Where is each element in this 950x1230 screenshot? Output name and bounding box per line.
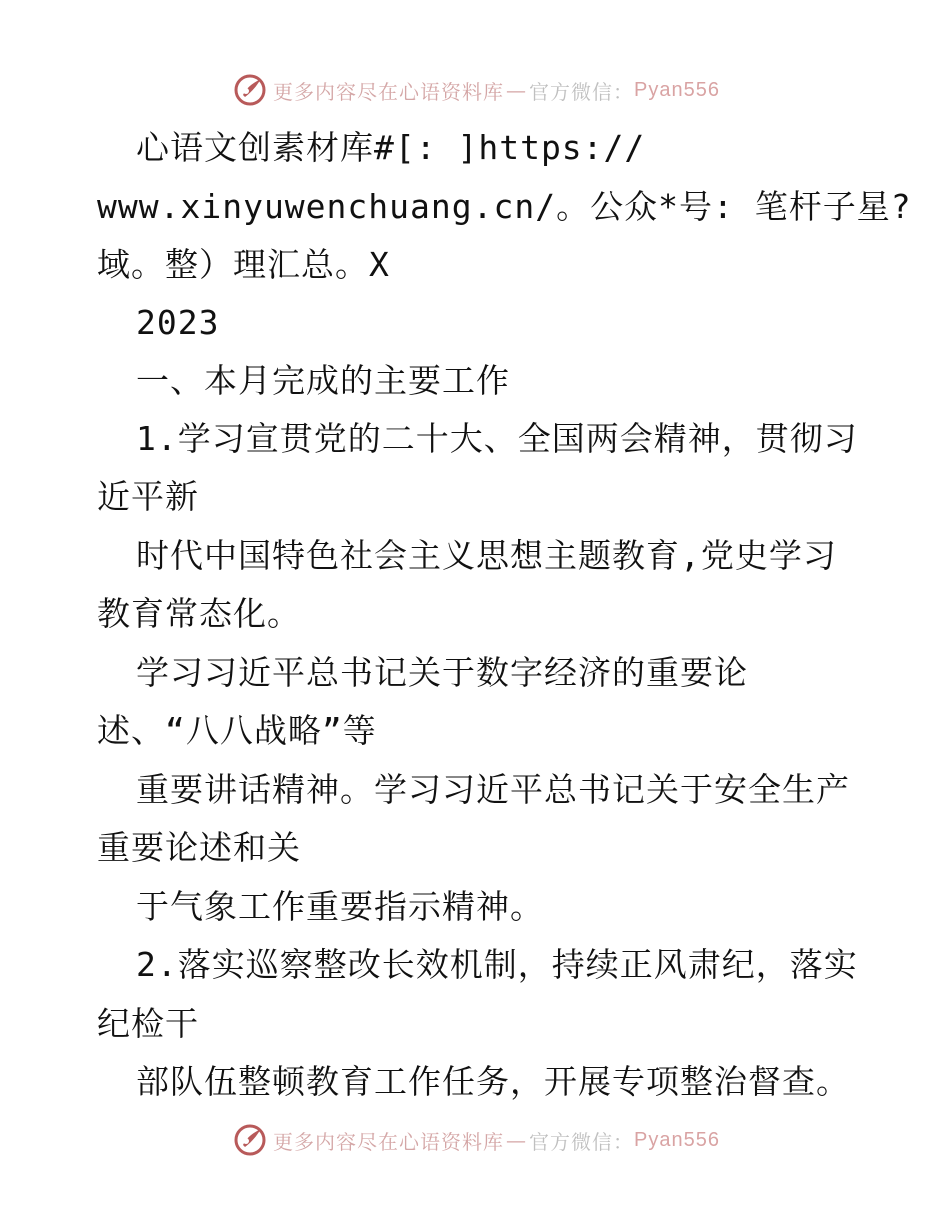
watermark-wechat-label: 官方微信： — [529, 79, 634, 104]
text-line: 于气象工作重要指示精神。 — [136, 887, 544, 926]
watermark-main-text: 更多内容尽在心语资料库 — [273, 79, 504, 104]
text-line: 重要论述和关 — [97, 828, 301, 867]
watermark-wechat-label: 官方微信： — [529, 1129, 634, 1154]
watermark-wechat-id: Pyan556 — [634, 1128, 720, 1151]
text-line: 2023 — [136, 303, 220, 342]
watermark-wechat-id: Pyan556 — [634, 78, 720, 101]
text-line: 时代中国特色社会主义思想主题教育,党史学习 — [136, 536, 837, 575]
text-line: 心语文创素材库#[: ]https:// — [136, 128, 646, 167]
text-line: 域。整）理汇总。X — [97, 245, 390, 284]
watermark-dash: — — [506, 1128, 527, 1152]
text-line: 2.落实巡察整改长效机制，持续正风肃纪，落实 — [136, 945, 858, 984]
text-line: 近平新 — [97, 477, 199, 516]
watermark-dash: — — [506, 78, 527, 102]
text-line: 重要讲话精神。学习习近平总书记关于安全生产 — [136, 770, 850, 809]
quill-seal-icon — [233, 1123, 267, 1157]
text-line: 述、“八八战略”等 — [97, 711, 377, 750]
text-line: 教育常态化。 — [97, 594, 301, 633]
text-line: 学习习近平总书记关于数字经济的重要论 — [136, 653, 748, 692]
footer-watermark — [233, 1120, 720, 1160]
text-line: 部队伍整顿教育工作任务，开展专项整治督查。 — [136, 1062, 850, 1101]
text-line: www.xinyuwenchuang.cn/。公众*号: 笔杆子星? — [97, 187, 912, 226]
text-line: 纪检干 — [97, 1004, 199, 1043]
text-line: 1.学习宣贯党的二十大、全国两会精神，贯彻习 — [136, 419, 858, 458]
watermark-main-text: 更多内容尽在心语资料库 — [273, 1129, 504, 1154]
section-heading: 一、本月完成的主要工作 — [136, 361, 510, 400]
